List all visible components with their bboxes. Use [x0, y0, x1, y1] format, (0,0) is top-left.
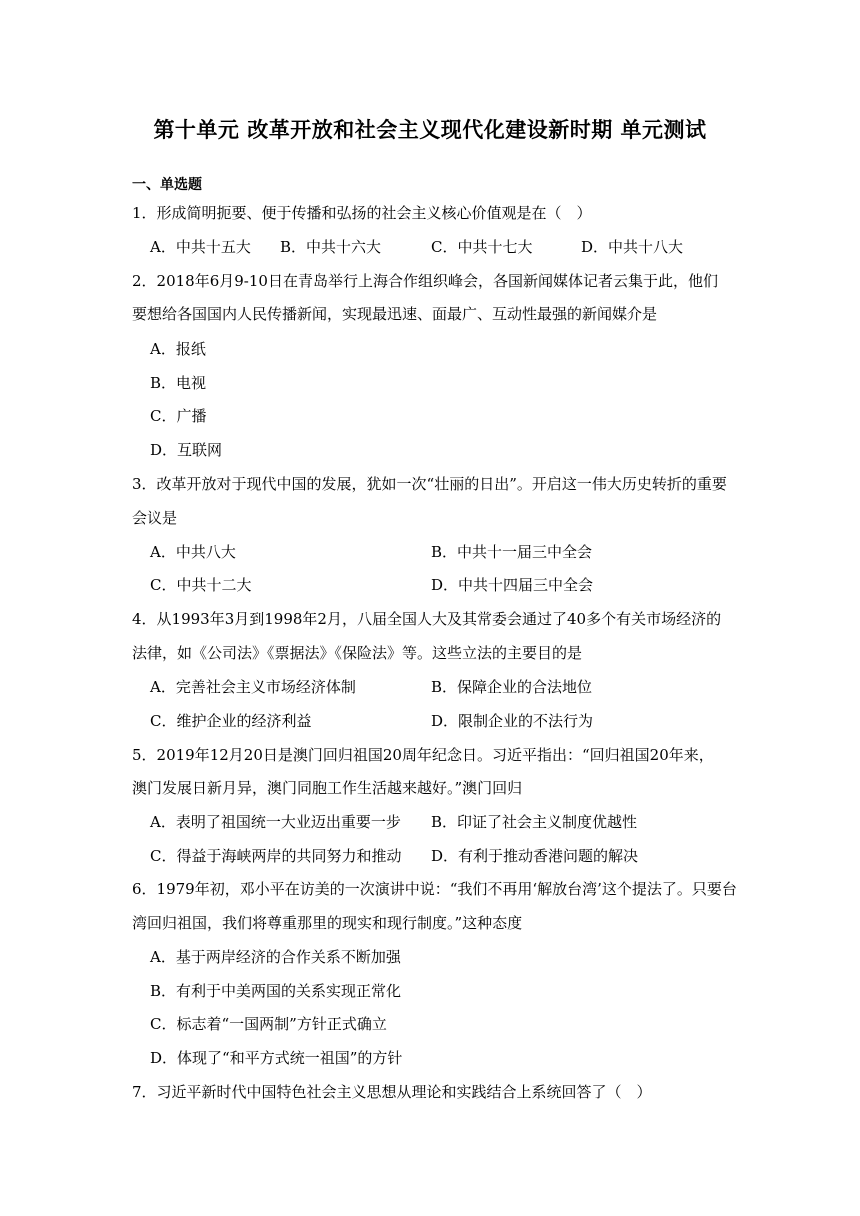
question-2-stem-line-1: 2．2018年6月9-10日在青岛举行上海合作组织峰会，各国新闻媒体记者云集于此，他们: [132, 272, 718, 290]
question-3-option-a[interactable]: A．中共八大: [150, 543, 236, 561]
question-3-stem-line-1: 3．改革开放对于现代中国的发展，犹如一次“壮丽的日出”。开启这一伟大历史转折的重要: [132, 475, 727, 493]
question-1-stem: 1．形成简明扼要、便于传播和弘扬的社会主义核心价值观是在（ ）: [132, 204, 592, 222]
question-7-stem: 7．习近平新时代中国特色社会主义思想从理论和实践结合上系统回答了（ ）: [132, 1083, 652, 1101]
question-1-option-c[interactable]: C．中共十七大: [431, 238, 533, 256]
question-3-option-b[interactable]: B．中共十一届三中全会: [431, 543, 593, 561]
question-4-stem-line-1: 4．从1993年3月到1998年2月，八届全国人大及其常委会通过了40多个有关市场经济的: [132, 610, 722, 628]
question-5-stem-line-2: 澳门发展日新月异，澳门同胞工作生活越来越好。”澳门回归: [132, 779, 523, 797]
question-2-option-b[interactable]: B．电视: [150, 374, 207, 392]
question-4-option-a[interactable]: A．完善社会主义市场经济体制: [150, 678, 356, 696]
question-2-option-c[interactable]: C．广播: [150, 407, 207, 425]
question-5-option-b[interactable]: B．印证了社会主义制度优越性: [431, 813, 638, 831]
section-heading: 一、单选题: [132, 177, 202, 193]
question-6-stem-line-1: 6．1979年初，邓小平在访美的一次演讲中说：“我们不再用‘解放台湾’这个提法了。只要台: [132, 880, 737, 898]
question-6-option-b[interactable]: B．有利于中美两国的关系实现正常化: [150, 982, 402, 1000]
question-6-option-a[interactable]: A．基于两岸经济的合作关系不断加强: [150, 948, 401, 966]
question-4-option-c[interactable]: C．维护企业的经济利益: [150, 712, 312, 730]
question-4-stem-line-2: 法律，如《公司法》《票据法》《保险法》等。这些立法的主要目的是: [132, 644, 583, 662]
question-1-option-b[interactable]: B．中共十六大: [280, 238, 382, 256]
question-2-stem-line-2: 要想给各国国内人民传播新闻，实现最迅速、面最广、互动性最强的新闻媒介是: [132, 305, 658, 323]
question-3-option-d[interactable]: D．中共十四届三中全会: [431, 576, 594, 594]
question-1-option-d[interactable]: D．中共十八大: [581, 238, 684, 256]
question-4-option-b[interactable]: B．保障企业的合法地位: [431, 678, 593, 696]
question-1-option-a[interactable]: A．中共十五大: [150, 238, 251, 256]
question-5-option-c[interactable]: C．得益于海峡两岸的共同努力和推动: [150, 847, 402, 865]
question-6-option-c[interactable]: C．标志着“一国两制”方针正式确立: [150, 1015, 387, 1033]
question-3-stem-line-2: 会议是: [132, 509, 178, 527]
question-3-option-c[interactable]: C．中共十二大: [150, 576, 252, 594]
question-5-stem-line-1: 5．2019年12月20日是澳门回归祖国20周年纪念日。习近平指出：“回归祖国20年来，: [132, 746, 714, 764]
question-5-option-d[interactable]: D．有利于推动香港问题的解决: [431, 847, 639, 865]
question-6-stem-line-2: 湾回归祖国，我们将尊重那里的现实和现行制度。”这种态度: [132, 914, 523, 932]
question-5-option-a[interactable]: A．表明了祖国统一大业迈出重要一步: [150, 813, 401, 831]
question-2-option-a[interactable]: A．报纸: [150, 340, 206, 358]
question-2-option-d[interactable]: D．互联网: [150, 441, 223, 459]
question-4-option-d[interactable]: D．限制企业的不法行为: [431, 712, 594, 730]
page-title: 第十单元 改革开放和社会主义现代化建设新时期 单元测试: [153, 117, 707, 142]
question-6-option-d[interactable]: D．体现了“和平方式统一祖国”的方针: [150, 1049, 403, 1067]
